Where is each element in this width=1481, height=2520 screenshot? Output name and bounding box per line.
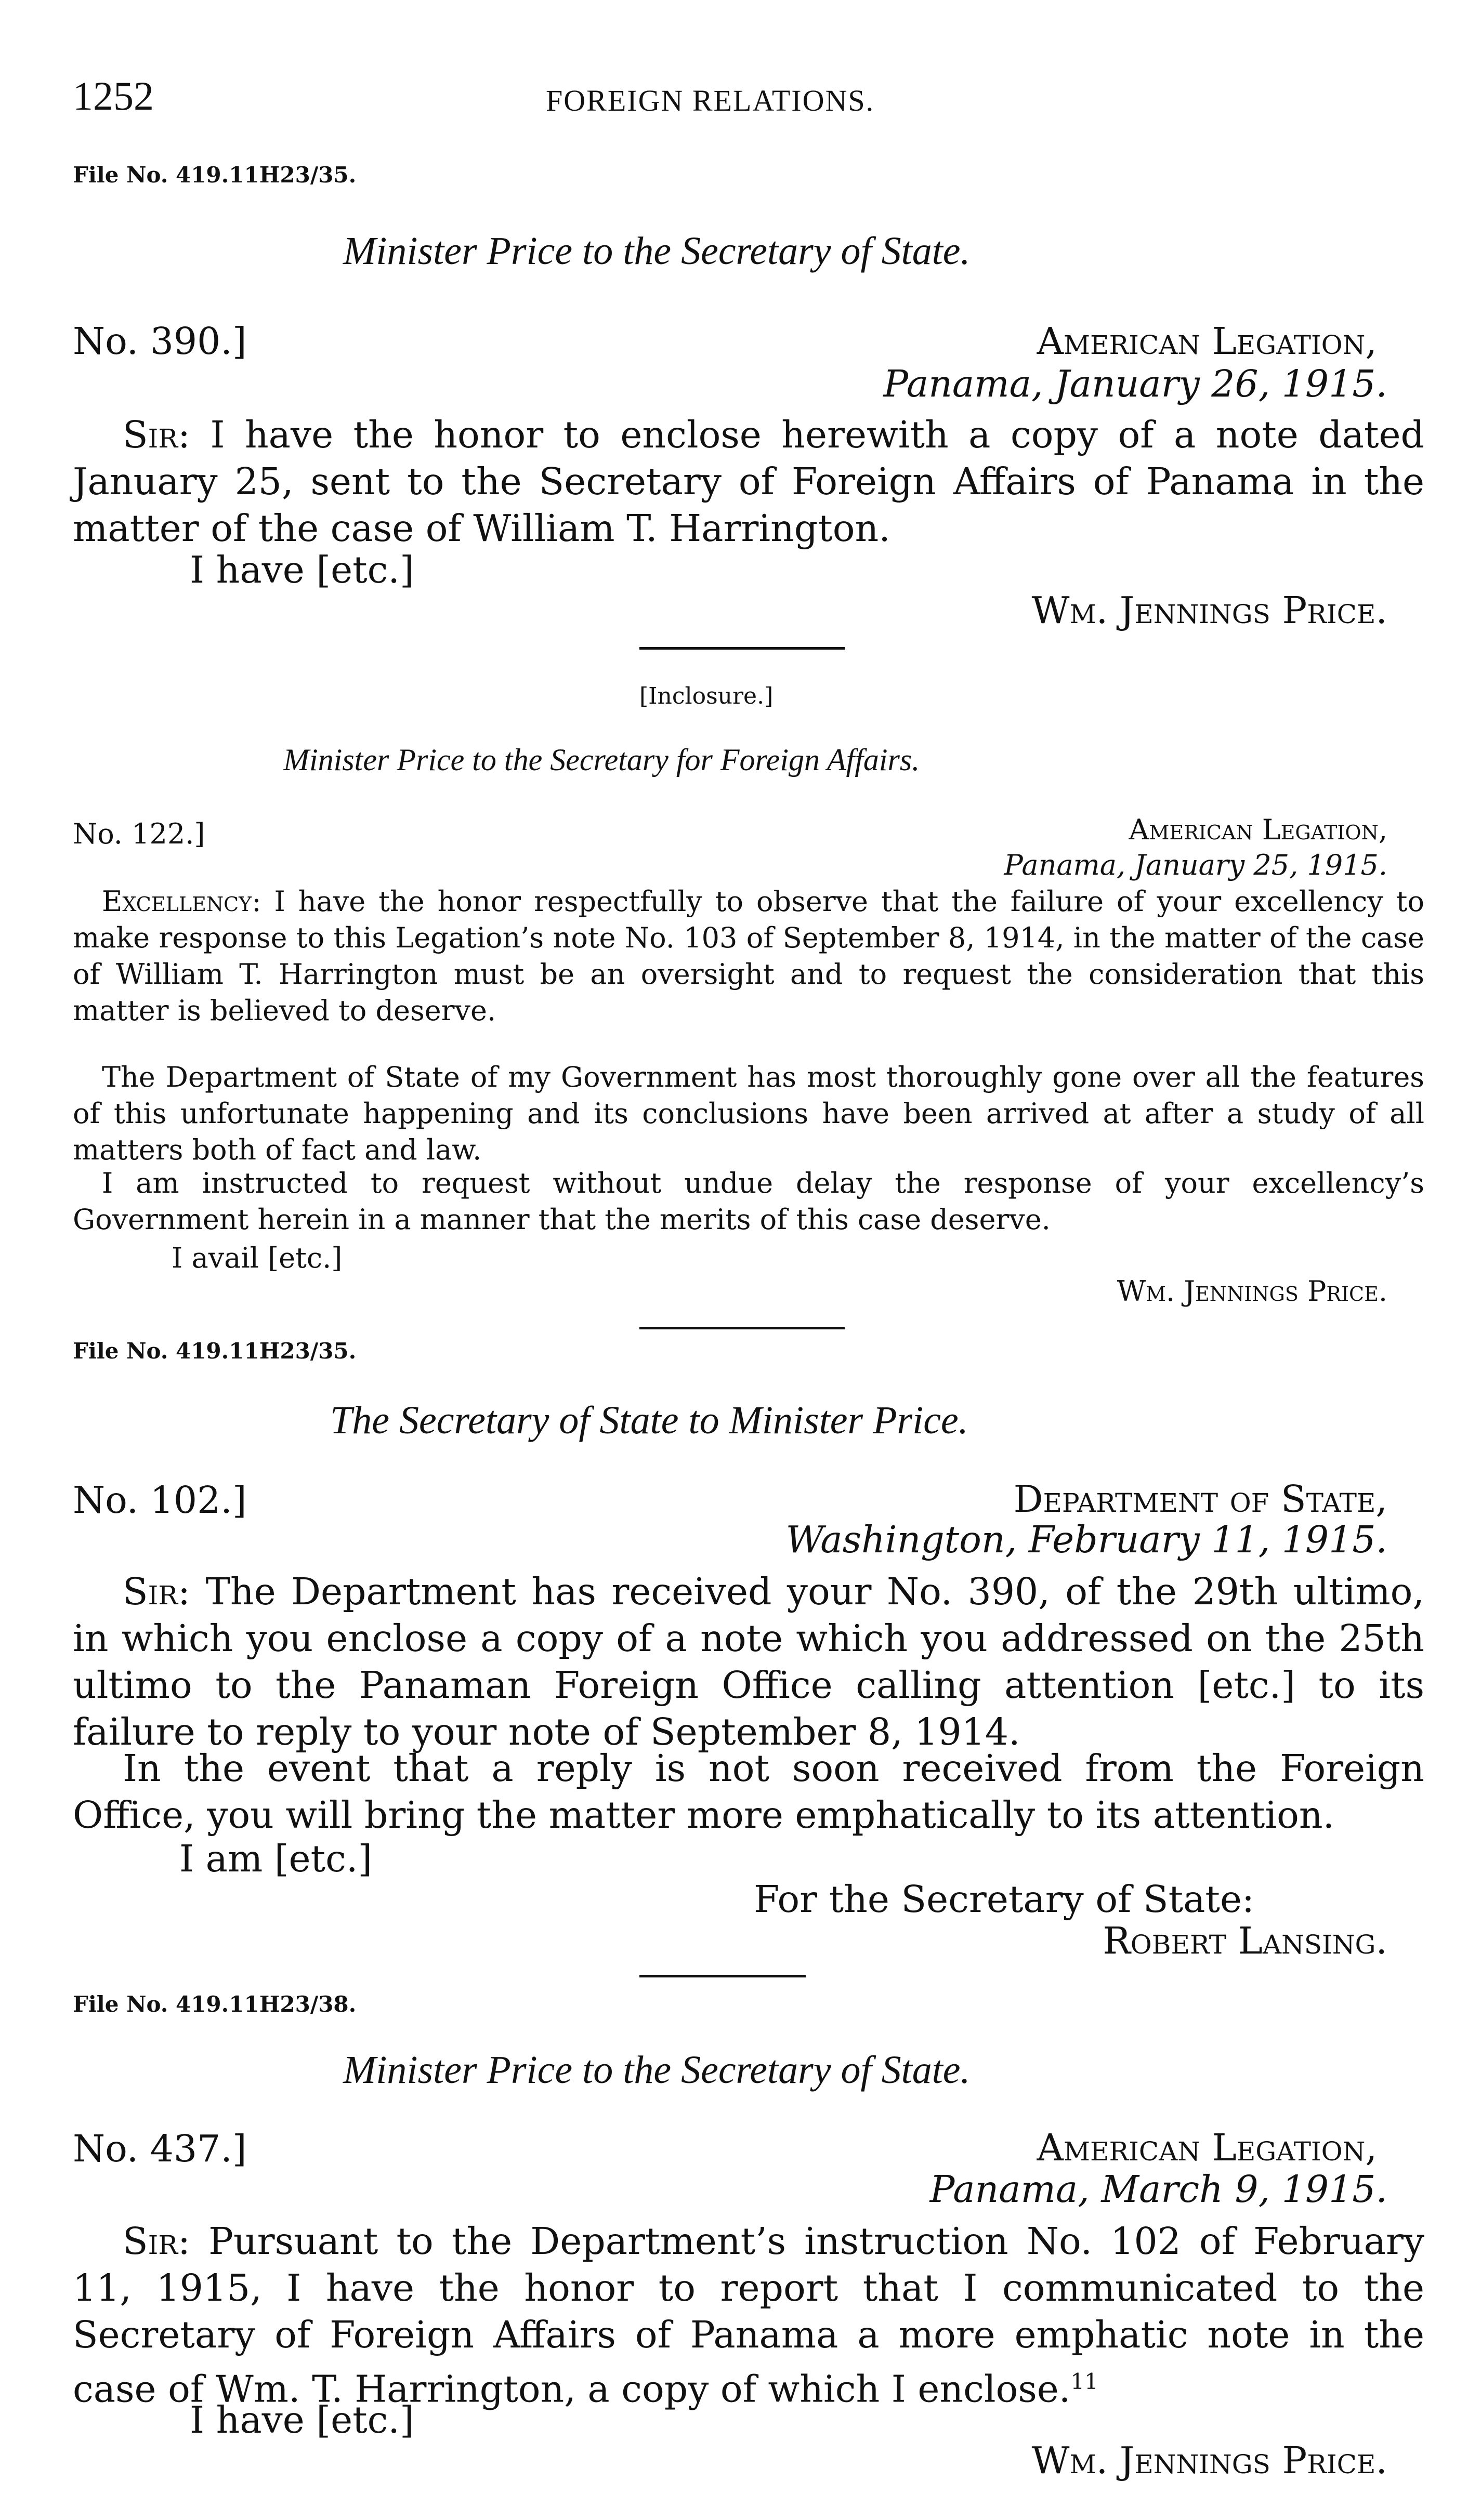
sender-place: Department of State, — [1013, 1477, 1387, 1521]
inclosure-place: American Legation, — [1129, 813, 1387, 846]
inclosure-number: No. 122.] — [73, 817, 205, 850]
sender-place: American Legation, — [1037, 320, 1377, 363]
closing: I have [etc.] — [190, 548, 414, 591]
file-number: File No. 419.11H23/35. — [73, 162, 357, 188]
inclosure-paragraph-1 — [73, 883, 1424, 1029]
body-text: I have the honor to enclose herewith a copy of a note dated January 25, sent to the Secretary of Foreign Affairs of Panama in the matter of the case of William T. Harrington. — [73, 413, 1424, 550]
body-text: The Department has received your No. 390, of the 29th ultimo, in which you enclose a copy of a note which you addressed on the 25th ultimo to the Panaman Foreign Office calling attention [etc.] to its failure to reply to your note of September 8, 1914. — [73, 1570, 1424, 1753]
running-title: FOREIGN RELATIONS. — [546, 84, 875, 117]
file-number: File No. 419.11H23/38. — [73, 1991, 357, 2017]
separator-rule — [639, 1327, 845, 1329]
body-text: Pursuant to the Department’s instruction No. 102 of February 11, 1915, I have the honor to report that I communicated to the Secretary of Foreign Affairs of Panama a more emphatic note in the case of Wm. T. Harrington, a copy of which I enclose. — [73, 2220, 1424, 2411]
separator-rule — [639, 1975, 806, 1977]
inclosure-date: Panama, January 25, 1915. — [1004, 849, 1387, 881]
footnote-reference: 11 — [1070, 2369, 1098, 2394]
document-number: No. 390.] — [73, 320, 247, 363]
for-line: For the Secretary of State: — [754, 1878, 1254, 1921]
document-number: No. 102.] — [73, 1479, 247, 1522]
signature: Wm. Jennings Price. — [1031, 589, 1387, 632]
salutation: Sir: — [123, 413, 190, 456]
document-title: Minister Price to the Secretary of State. — [343, 229, 971, 273]
separator-rule — [639, 647, 845, 650]
file-number: File No. 419.11H23/35. — [73, 1338, 357, 1364]
inclosure-label: [Inclosure.] — [639, 683, 774, 709]
document-title: The Secretary of State to Minister Price. — [330, 1398, 968, 1442]
inclosure-p1-text: I have the honor respectfully to observe that the failure of your excellency to make response to this Legation’s note No. 103 of September 8, 1914, in the matter of the case of William T. Harrington must be an oversight and to request the consideration that this matter is believed to deserve. — [73, 885, 1424, 1027]
salutation: Sir: — [123, 1570, 190, 1613]
inclosure-salutation: Excellency: — [102, 885, 261, 918]
inclosure-paragraph-3: I am instructed to request without undue delay the response of your excellency’s Government herein in a manner that the merits of this case deserve. — [73, 1167, 1424, 1236]
inclosure-paragraph-2: The Department of State of my Government has most thoroughly gone over all the features of this unfortunate happening and its conclusions have been arrived at after a study of all matters both of fact and law. — [73, 1061, 1424, 1166]
inclosure-closing: I avail [etc.] — [172, 1242, 343, 1274]
document-title: Minister Price to the Secretary of State. — [343, 2048, 971, 2092]
inclosure-signature: Wm. Jennings Price. — [1117, 1275, 1387, 1308]
document-date: Washington, February 11, 1915. — [785, 1518, 1387, 1561]
letter-body — [73, 2218, 1424, 2413]
page-number: 1252 — [73, 73, 154, 118]
letter-body — [73, 412, 1424, 552]
signature: Robert Lansing. — [1103, 1919, 1387, 1962]
salutation: Sir: — [123, 2220, 190, 2263]
document-date: Panama, January 26, 1915. — [883, 362, 1387, 405]
closing: I have [etc.] — [190, 2398, 414, 2442]
signature: Wm. Jennings Price. — [1031, 2439, 1387, 2482]
letter-paragraph-1 — [73, 1568, 1424, 1756]
document-number: No. 437.] — [73, 2127, 247, 2170]
letter-paragraph-2: In the event that a reply is not soon received from the Foreign Office, you will bring the matter more emphatically to its attention. — [73, 1747, 1424, 1837]
closing: I am [etc.] — [179, 1837, 373, 1880]
sender-place: American Legation, — [1037, 2126, 1377, 2169]
document-date: Panama, March 9, 1915. — [929, 2168, 1387, 2211]
inclosure-title: Minister Price to the Secretary for Foreign Affairs. — [283, 743, 920, 777]
